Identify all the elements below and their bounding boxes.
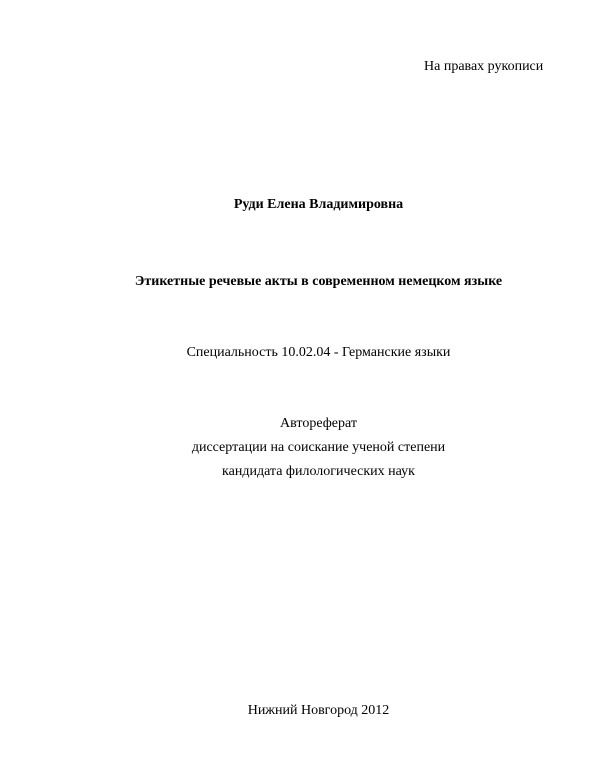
place-year: Нижний Новгород 2012	[247, 703, 390, 718]
author-name: Руди Елена Владимировна	[233, 197, 404, 212]
rights-note: На правах рукописи	[424, 59, 544, 74]
document-type: Автореферат	[280, 416, 357, 431]
specialty-line: Специальность 10.02.04 - Германские языки	[186, 345, 451, 360]
degree-line: кандидата филологических наук	[222, 464, 415, 479]
dissertation-line: диссертации на соискание ученой степени	[191, 440, 446, 455]
document-title: Этикетные речевые акты в современном немецком языке	[134, 274, 503, 289]
